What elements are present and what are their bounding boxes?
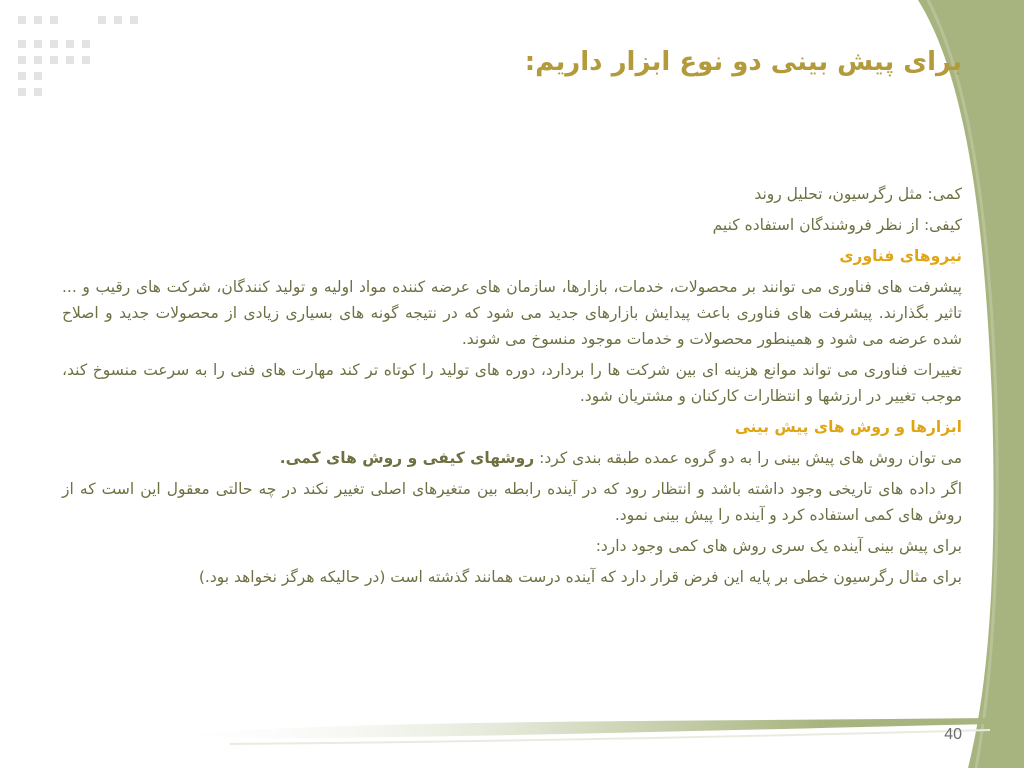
classification-prefix: می توان روش های پیش بینی را به دو گروه عمده طبقه بندی کرد:	[534, 449, 962, 467]
regression-example-line: برای مثال رگرسیون خطی بر پایه این فرض قرار دارد که آینده درست همانند گذشته است (در حالیکه هرگز نخواهد بود.)	[198, 568, 962, 586]
paragraph-historical-data: اگر داده های تاریخی وجود داشته باشد و انتظار رود که در آینده رابطه بین متغیرهای اصلی تغییر نکند در چه حالتی معقول این است که از روش های کمی استفاده کرد و آینده را پیش بینی نمود.	[62, 480, 962, 524]
slide-title: برای پیش بینی دو نوع ابزار داریم:	[524, 47, 962, 77]
dot-pattern	[18, 16, 138, 96]
classification-methods: روشهای کیفی و روش های کمی.	[279, 449, 535, 467]
quantitative-line: کمی: مثل رگرسیون، تحلیل روند	[754, 185, 962, 203]
bottom-swoosh	[150, 718, 990, 738]
heading-technology-forces: نیروهای فناوری	[839, 247, 962, 265]
heading-forecasting-tools: ابزارها و روش های پیش بینی	[734, 418, 962, 436]
paragraph-technology-progress: پیشرفت های فناوری می توانند بر محصولات، خدمات، بازارها، سازمان های عرضه کننده مواد اولیه و تولید کنندگان، شرکت های رقیب و ... تاثیر بگذارند. پیشرفت های فناوری باعث پیدایش بازارهای جدید می شود که در نتیجه گونه های بسیاری زیادی از محصولات جدید و اصلاح شده عرضه می شود و همینطور محصولات و خدمات موجود منسوخ می شوند.	[62, 278, 962, 348]
paragraph-technology-changes: تغییرات فناوری می تواند موانع هزینه ای بین شرکت ها را بردارد، دوره های تولید را کوتاه تر کند مهارت های فنی را به سرعت منسوخ کند، موجب تغییر در ارزشها و انتظارات کارکنان و مشتریان شود.	[62, 361, 962, 405]
classification-line	[62, 445, 962, 471]
page-number: 40	[944, 726, 962, 743]
slide-content	[62, 181, 962, 595]
qualitative-line: کیفی: از نظر فروشندگان استفاده کنیم	[712, 216, 962, 234]
quantitative-methods-line: برای پیش بینی آینده یک سری روش های کمی وجود دارد:	[595, 537, 962, 555]
